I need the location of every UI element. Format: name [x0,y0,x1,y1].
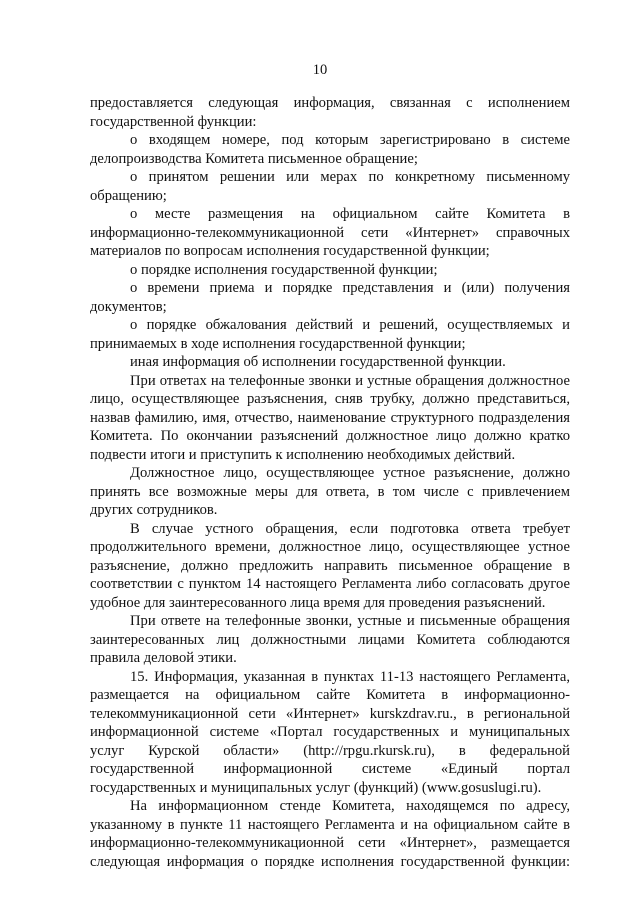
paragraph-website-materials: о месте размещения на официальном сайте Комитета в информационно-телекоммуникационной сети «Интернет» справочных материалов по вопросам исполнения государственной функции; [90,206,570,259]
paragraph-oral-request: В случае устного обращения, если подготовка ответа требует продолжительного времени, должностное лицо, осуществляющее устное разъяснение, должно предложить направить письменное обращение в соответствии с пунктом 14 настоящего Регламента либо согласовать другое удобное для заинтересованного лица время для проведения разъяснений. [90,520,570,611]
document-body [90,94,570,871]
paragraph-appeal-procedure: о порядке обжалования действий и решений, осуществляемых и принимаемых в ходе исполнения государственной функции; [90,317,570,352]
paragraph-business-ethics: При ответе на телефонные звонки, устные и письменные обращения заинтересованных лиц должностными лицами Комитета соблюдаются правила деловой этики. [90,613,570,666]
paragraph-intro: предоставляется следующая информация, связанная с исполнением государственной функции: [90,95,570,130]
paragraph-item-15: 15. Информация, указанная в пунктах 11-13 настоящего Регламента, размещается на официальном сайте Комитета в информационно-телекоммуникационной сети «Интернет» kurskzdrav.ru., в региональной информационной системе «Портал государственных и муниципальных услуг Курской области» (http://rpgu.rkursk.ru), в федеральной государственной информационной системе «Единый портал государственных и муниципальных услуг (функций) (www.gosuslugi.ru). [90,668,570,796]
paragraph-decision: о принятом решении или мерах по конкретному письменному обращению; [90,169,570,204]
paragraph-oral-explanation: Должностное лицо, осуществляющее устное разъяснение, должно принять все возможные меры для ответа, в том числе с привлечением других сотрудников. [90,465,570,518]
page-number: 10 [312,62,328,78]
paragraph-incoming-number: о входящем номере, под которым зарегистрировано в системе делопроизводства Комитета письменное обращение; [90,132,570,167]
paragraph-other-info: иная информация об исполнении государственной функции. [130,354,506,370]
paragraph-info-stand: На информационном стенде Комитета, находящемся по адресу, указанному в пункте 11 настоящего Регламента и на официальном сайте в информационно-телекоммуникационной сети «Интернет», размещается следующая информация о порядке исполнения государственной функции: [90,798,570,870]
paragraph-phone-answers: При ответах на телефонные звонки и устные обращения должностное лицо, осуществляющее разъяснения, сняв трубку, должно представиться, назвав фамилию, имя, отчество, наименование структурного подразделения Комитета. По окончании разъяснений должностное лицо должно кратко подвести итоги и приступить к исполнению необходимых действий. [90,372,570,463]
paragraph-procedure: о порядке исполнения государственной функции; [130,261,438,278]
paragraph-reception-time: о времени приема и порядке представления и (или) получения документов; [90,280,570,315]
